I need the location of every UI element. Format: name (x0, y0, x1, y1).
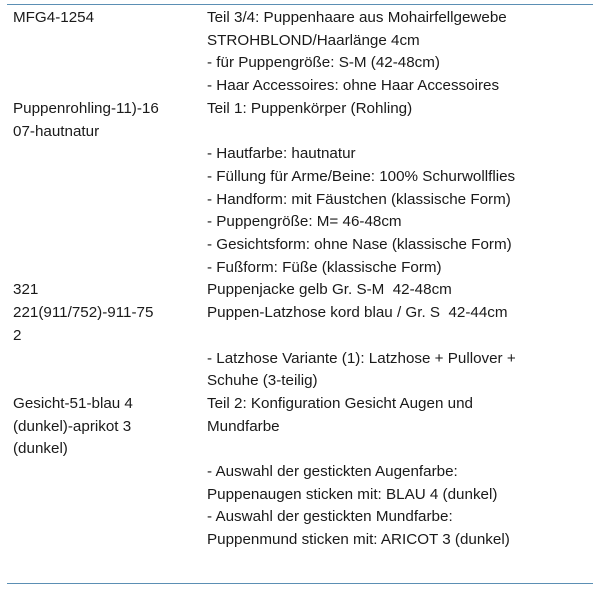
blank-line (207, 121, 593, 144)
article-number-cell (7, 279, 203, 302)
blank-line (207, 438, 593, 461)
article-number-line: 2 (13, 326, 22, 344)
description-line: Mundfarbe (207, 417, 280, 435)
description-line: - Auswahl der gestickten Mundfarbe: (207, 508, 453, 526)
table-row (7, 98, 593, 280)
article-number: MFG4-1254 (13, 9, 95, 26)
description-cell (203, 7, 593, 98)
table-row (7, 279, 593, 302)
description-line: - Fußform: Füße (klassische Form) (207, 258, 442, 276)
article-number-line: 221(911/752)-911-75 (13, 304, 154, 322)
description-line: - Gesichtsform: ohne Nase (klassische Form) (207, 236, 512, 254)
article-number-line: Puppenrohling-11)-16 (13, 99, 159, 117)
article-number-line: (dunkel)-aprikot 3 (13, 417, 132, 435)
article-number: 321 (13, 281, 39, 299)
article-number-line: Gesicht-51-blau 4 (13, 394, 133, 412)
order-items-table (7, 7, 593, 552)
description-line: - Puppengröße: M= 46-48cm (207, 213, 402, 231)
description-line: Puppenaugen sticken mit: BLAU 4 (dunkel) (207, 485, 498, 503)
bottom-rule (7, 583, 593, 584)
description-line: - Handform: mit Fäustchen (klassische Form) (207, 190, 511, 208)
article-number-cell (7, 302, 203, 393)
description-line: - Latzhose Variante (1): Latzhose + Pullover + (207, 349, 516, 367)
description-line: - Haar Accessoires: ohne Haar Accessoires (207, 77, 500, 95)
article-number-cell (7, 7, 203, 98)
description-cell (203, 98, 593, 280)
article-number-line: (dunkel) (13, 440, 68, 458)
description-line: Teil 2: Konfiguration Gesicht Augen und (207, 394, 473, 412)
description-cell (203, 393, 593, 552)
description-line: Teil 1: Puppenkörper (Rohling) (207, 99, 413, 117)
table-row (7, 7, 593, 98)
description-line: - Füllung für Arme/Beine: 100% Schurwollflies (207, 167, 516, 185)
table-row (7, 302, 593, 393)
top-rule (7, 4, 593, 5)
description-line: - Auswahl der gestickten Augenfarbe: (207, 463, 458, 481)
description-line: STROHBLOND/Haarlänge 4cm (207, 31, 420, 49)
article-number-line: 07-hautnatur (13, 122, 100, 140)
article-number-cell (7, 98, 203, 280)
description-line: Puppenjacke gelb Gr. S-M 42-48cm (207, 281, 452, 299)
description-line: - für Puppengröße: S-M (42-48cm) (207, 54, 440, 72)
description-line: Teil 3/4: Puppenhaare aus Mohairfellgewebe (207, 9, 507, 26)
description-line: Puppen-Latzhose kord blau / Gr. S 42-44cm (207, 304, 508, 322)
blank-line (207, 325, 593, 348)
table-row (7, 393, 593, 552)
description-line: Schuhe (3-teilig) (207, 372, 318, 390)
article-number-cell (7, 393, 203, 552)
description-line: Puppenmund sticken mit: ARICOT 3 (dunkel) (207, 531, 510, 549)
description-line: - Hautfarbe: hautnatur (207, 145, 356, 163)
description-cell (203, 302, 593, 393)
description-cell (203, 279, 593, 302)
